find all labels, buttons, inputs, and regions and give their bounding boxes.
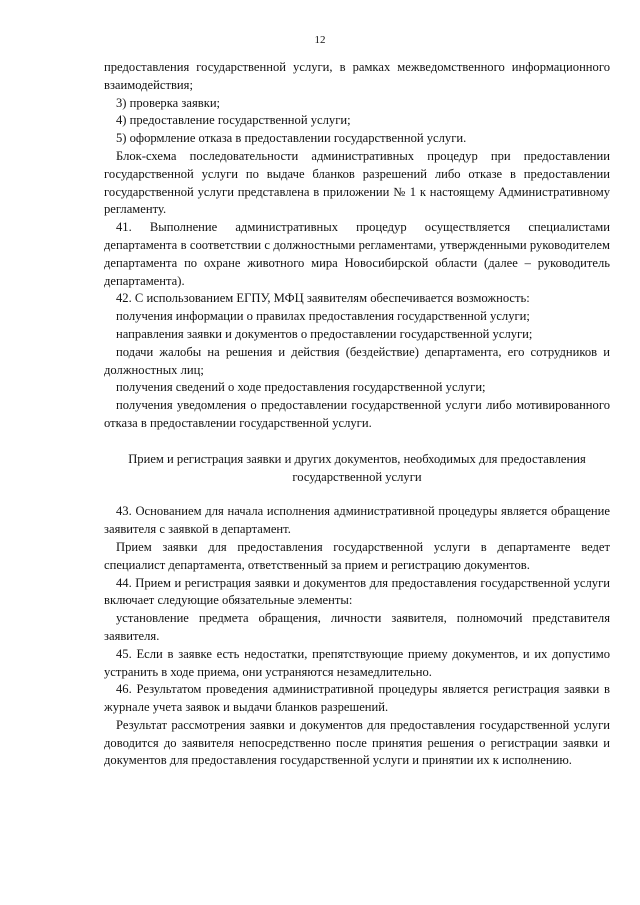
paragraph: направления заявки и документов о предоставлении государственной услуги; (116, 326, 533, 341)
paragraph: Результат рассмотрения заявки и документов для предоставления государственной услуги доводится до заявителя непосредственно после принятия решения о регистрации заявки и документов для предоставления государственной услуги и принятии их к исполнению. (104, 717, 610, 768)
paragraph: 46. Результатом проведения административной процедуры является регистрация заявки в журнале учета заявок и выдачи бланков разрешений. (104, 682, 610, 715)
paragraph: 42. С использованием ЕГПУ, МФЦ заявителям обеспечивается возможность: (116, 291, 530, 306)
paragraph: 3) проверка заявки; (116, 95, 221, 110)
paragraph: 43. Основанием для начала исполнения административной процедуры является обращение заявителя с заявкой в департамент. (104, 504, 610, 537)
document-body (104, 59, 610, 770)
paragraph: получения сведений о ходе предоставления государственной услуги; (116, 380, 486, 395)
paragraph: Блок-схема последовательности административных процедур при предоставлении государственной услуги по выдаче бланков разрешений либо отказе в предоставлении государственной услуги представлена в приложении № 1 к настоящему Административному регламенту. (104, 148, 610, 217)
paragraph: 5) оформление отказа в предоставлении государственной услуги. (116, 131, 467, 146)
paragraph: 4) предоставление государственной услуги; (116, 113, 351, 128)
paragraph: 41. Выполнение административных процедур осуществляется специалистами департамента в соответствии с должностными регламентами, утвержденными руководителем департамента по охране животного мира Новосибирской области (далее – руководитель департамента). (104, 220, 610, 288)
paragraph: получения информации о правилах предоставления государственной услуги; (116, 309, 530, 324)
paragraph: 44. Прием и регистрация заявки и документов для предоставления государственной услуги включает следующие обязательные элементы: (104, 575, 610, 608)
page-number: 12 (314, 34, 326, 46)
paragraph: Прием заявки для предоставления государственной услуги в департаменте ведет специалист департамента, ответственный за прием и регистрацию документов. (104, 539, 610, 572)
section-heading: Прием и регистрация заявки и других документов, необходимых для предоставления государственной услуги (128, 451, 586, 484)
paragraph: получения уведомления о предоставлении государственной услуги либо мотивированного отказа в предоставлении государственной услуги. (104, 398, 610, 430)
paragraph: установление предмета обращения, личности заявителя, полномочий представителя заявителя. (104, 611, 610, 643)
paragraph: подачи жалобы на решения и действия (бездействие) департамента, его сотрудников и должностных лиц; (104, 344, 610, 377)
paragraph: предоставления государственной услуги, в рамках межведомственного информационного взаимодействия; (104, 60, 610, 92)
paragraph: 45. Если в заявке есть недостатки, препятствующие приему документов, и их допустимо устранить в ходе приема, они устраняются незамедлительно. (104, 646, 610, 679)
